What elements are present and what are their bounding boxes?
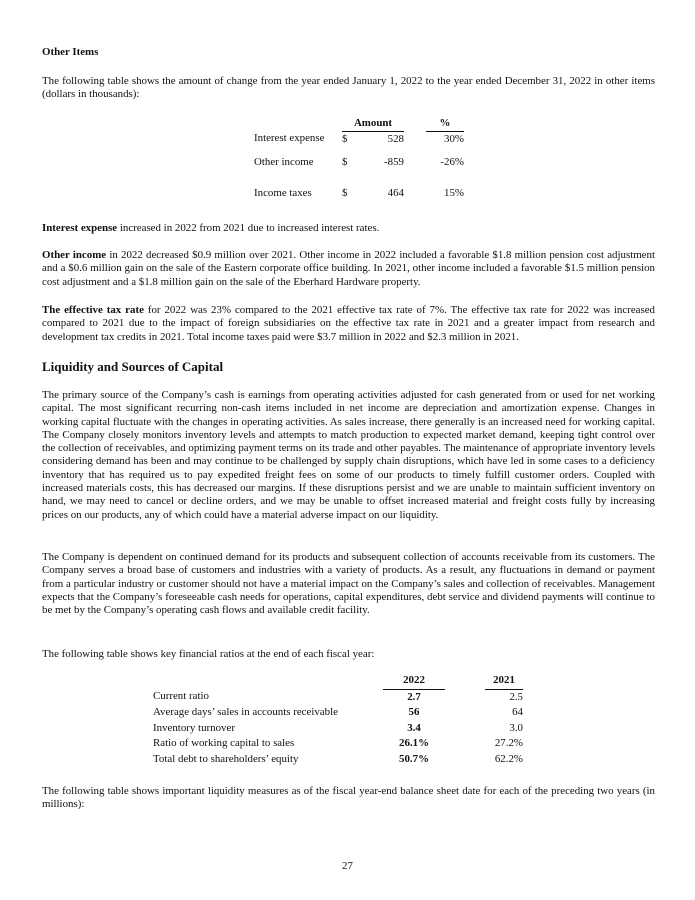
pct: 15% (444, 186, 464, 199)
table-row (153, 721, 523, 737)
value-2021: 64 (512, 706, 523, 718)
row-label: Total debt to shareholders’ equity (153, 752, 299, 765)
other-items-table (254, 117, 464, 209)
liquidity-paragraph-1: The primary source of the Company’s cash is earnings from operating activities adjusted for cash generated from or used for net working capital. The most significant recurring non-cash items included in net income are depreciation and amortization expense. Changes in working capital fluctuate with the changes in operating activities. As sales increase, there generally is an increased need for working capital. The Company closely monitors inventory levels and attempts to match production to expected market demand, keeping tight control over the collection of receivables, and optimizing payment terms on its trade and other payables. The maintenance of appropriate inventory levels considering demand has been and may continue to be challenged by supply chain disruptions, which have led in some cases to a deficiency inventory that has required us to pay expedited freight fees on some of our products to timely fulfill customer orders. Coupled with increased materials costs, this has decreased our margins. If these disruptions persist and we are unable to maintain sufficient inventory on hand, we may need to cancel or decline orders, and we may be unable to offset increased material and freight costs fully by increasing prices on our products, any of which could have a material adverse impact on our liquidity. (42, 389, 655, 521)
value-2021: 62.2% (494, 752, 523, 765)
currency: $ (342, 132, 348, 145)
pct: -26% (440, 155, 464, 168)
text: increased in 2022 from 2021 due to increased interest rates. (117, 222, 380, 234)
row-label: Current ratio (153, 690, 209, 703)
table-row (254, 178, 464, 209)
other-items-intro: The following table shows the amount of change from the year ended January 1, 2022 to the year ended December 31, 2022 in other items (dollars in thousands): (42, 75, 655, 101)
col-pct: % (426, 117, 464, 131)
tax-rate-paragraph (42, 304, 655, 344)
lead: Interest expense (42, 222, 118, 234)
text: in 2022 decreased $0.9 million over 2021. Other income in 2022 included a favorable $1.8 million pension cost adjustment and a $0.6 million gain on the sale of the Eastern corporate office building. In 2021, other income included a favorable $1.5 million pension cost adjustment and a $1.8 million gain on the sale of the Eberhard Hardware property. (42, 249, 655, 288)
row-label: Ratio of working capital to sales (153, 737, 295, 749)
col-amount: Amount (342, 117, 404, 131)
measures-intro: The following table shows important liquidity measures as of the fiscal year-end balance sheet date for each of the preceding two years (in millions): (42, 785, 655, 811)
amount: 464 (387, 186, 404, 199)
row-label: Inventory turnover (153, 721, 235, 734)
ratios-intro: The following table shows key financial ratios at the end of each fiscal year: (42, 648, 375, 660)
currency: $ (342, 155, 348, 168)
ratios-table (153, 673, 523, 767)
value-2021: 2.5 (509, 690, 523, 703)
row-label: Other income (254, 155, 314, 168)
value-2022: 3.4 (407, 721, 421, 734)
value-2021: 3.0 (509, 721, 523, 734)
amount: -859 (384, 155, 404, 168)
table-row (153, 752, 523, 768)
row-label: Interest expense (254, 132, 325, 145)
value-2022: 2.7 (407, 690, 421, 703)
section-heading-other-items: Other Items (42, 46, 99, 58)
value-2022: 50.7% (399, 752, 429, 765)
section-heading-liquidity: Liquidity and Sources of Capital (42, 359, 224, 374)
pct: 30% (444, 132, 464, 145)
table-row (153, 705, 523, 721)
liquidity-paragraph-2: The Company is dependent on continued demand for its products and subsequent collection of accounts receivable from its customers. The Company serves a broad base of customers and industries with a variety of products. As a result, any fluctuations in demand or payment from a particular industry or customer should not have a material impact on the Company’s sales and collection of receivables. Management expects that the Company’s foreseeable cash needs for operations, capital expenditures, debt service and dividend payments will continue to be met by the Company’s operating cash flows and available credit facility. (42, 551, 655, 617)
page-number: 27 (342, 860, 353, 872)
table-row (254, 131, 464, 147)
table-row (254, 147, 464, 178)
other-income-paragraph (42, 249, 655, 289)
lead: The effective tax rate (42, 304, 144, 316)
interest-expense-paragraph (42, 222, 655, 235)
text: for 2022 was 23% compared to the 2021 effective tax rate of 7%. The effective tax rate for 2022 was increased compared to 2021 due to the impact of foreign subsidiaries on the effective tax rate in 2021 and a greater impact from research and development tax credits in 2021. Total income taxes paid were $3.7 million in 2022 and $2.3 million in 2021. (42, 304, 656, 343)
row-label: Average days’ sales in accounts receivable (153, 706, 338, 718)
row-label: Income taxes (254, 186, 312, 199)
value-2021: 27.2% (494, 737, 523, 749)
lead: Other income (42, 249, 107, 261)
table-row (153, 689, 523, 705)
value-2022: 56 (408, 706, 420, 718)
currency: $ (342, 186, 348, 199)
value-2022: 26.1% (399, 737, 429, 749)
col-2022: 2022 (383, 673, 445, 689)
table-row (153, 736, 523, 752)
col-2021: 2021 (485, 673, 523, 689)
amount: 528 (387, 132, 404, 145)
